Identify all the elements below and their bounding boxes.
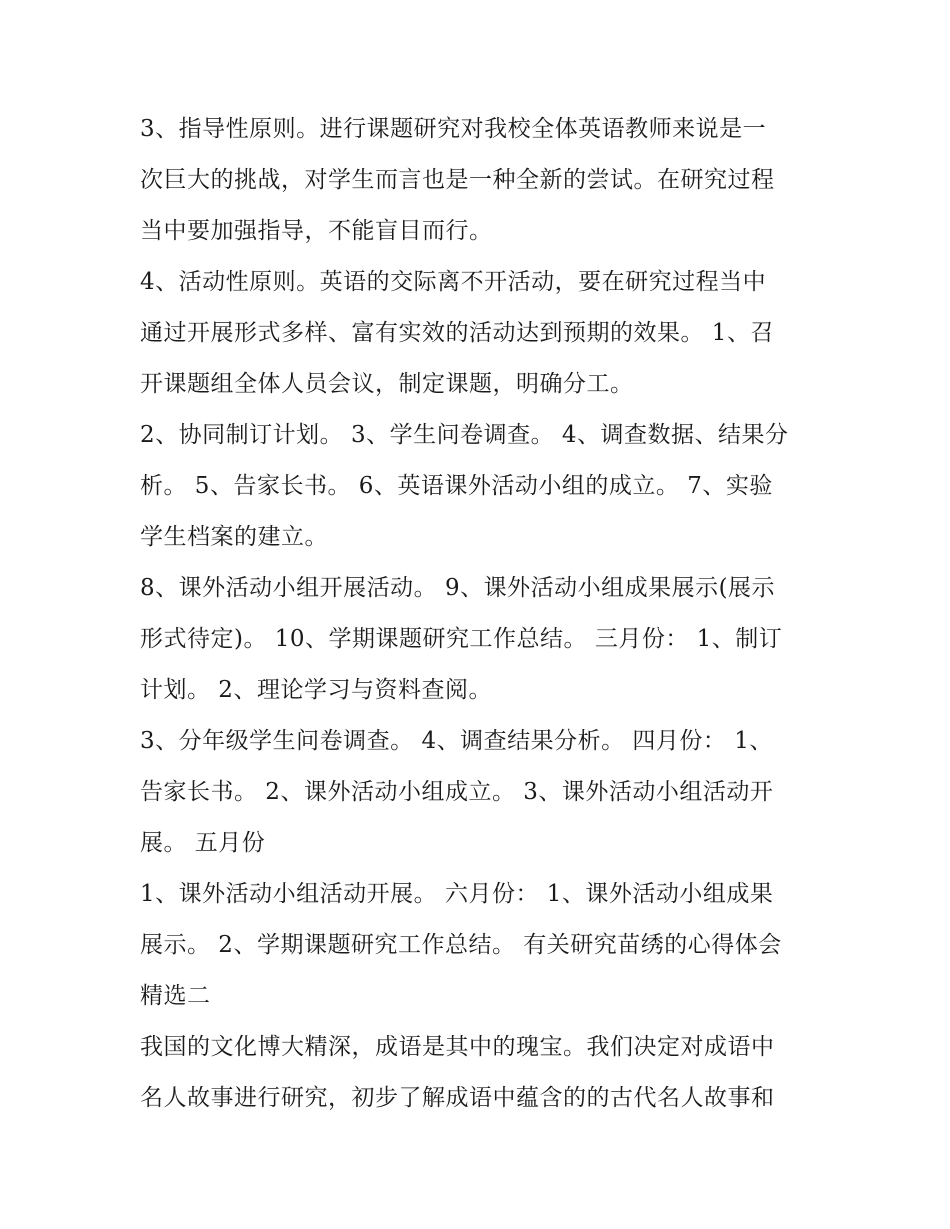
text-line: 展示。 2、学期课题研究工作总结。 有关研究苗绣的心得体会 [140,932,782,958]
text-line: 2、协同制订计划。 3、学生问卷调查。 4、调查数据、结果分 [140,422,789,448]
text-line: 3、分年级学生问卷调查。 4、调查结果分析。 四月份： 1、 [140,728,773,754]
document-body [140,104,820,1124]
text-line: 学生档案的建立。 [140,524,328,550]
text-line: 4、活动性原则。英语的交际离不开活动，要在研究过程当中 [140,269,767,295]
text-line: 3、指导性原则。进行课题研究对我校全体英语教师来说是一 [140,116,767,142]
text-line: 次巨大的挑战，对学生而言也是一种全新的尝试。在研究过程 [140,167,775,193]
text-line: 告家长书。 2、课外活动小组成立。 3、课外活动小组活动开 [140,779,774,805]
text-line: 名人故事进行研究，初步了解成语中蕴含的的古代名人故事和 [140,1085,775,1111]
text-line: 形式待定)。 10、学期课题研究工作总结。 三月份： 1、制订 [140,626,783,652]
text-line: 析。 5、告家长书。 6、英语课外活动小组的成立。 7、实验 [140,473,773,499]
text-line: 展。 五月份 [140,830,266,856]
text-line: 1、课外活动小组活动开展。 六月份： 1、课外活动小组成果 [140,881,774,907]
text-line: 当中要加强指导，不能盲目而行。 [140,218,493,244]
text-line: 开课题组全体人员会议，制定课题，明确分工。 [140,371,634,397]
text-line: 通过开展形式多样、富有实效的活动达到预期的效果。 1、召 [140,320,774,346]
text-line: 我国的文化博大精深，成语是其中的瑰宝。我们决定对成语中 [140,1034,775,1060]
text-line: 8、课外活动小组开展活动。 9、课外活动小组成果展示(展示 [140,575,776,601]
text-line: 精选二 [140,983,211,1009]
text-line: 计划。 2、理论学习与资料查阅。 [140,677,492,703]
